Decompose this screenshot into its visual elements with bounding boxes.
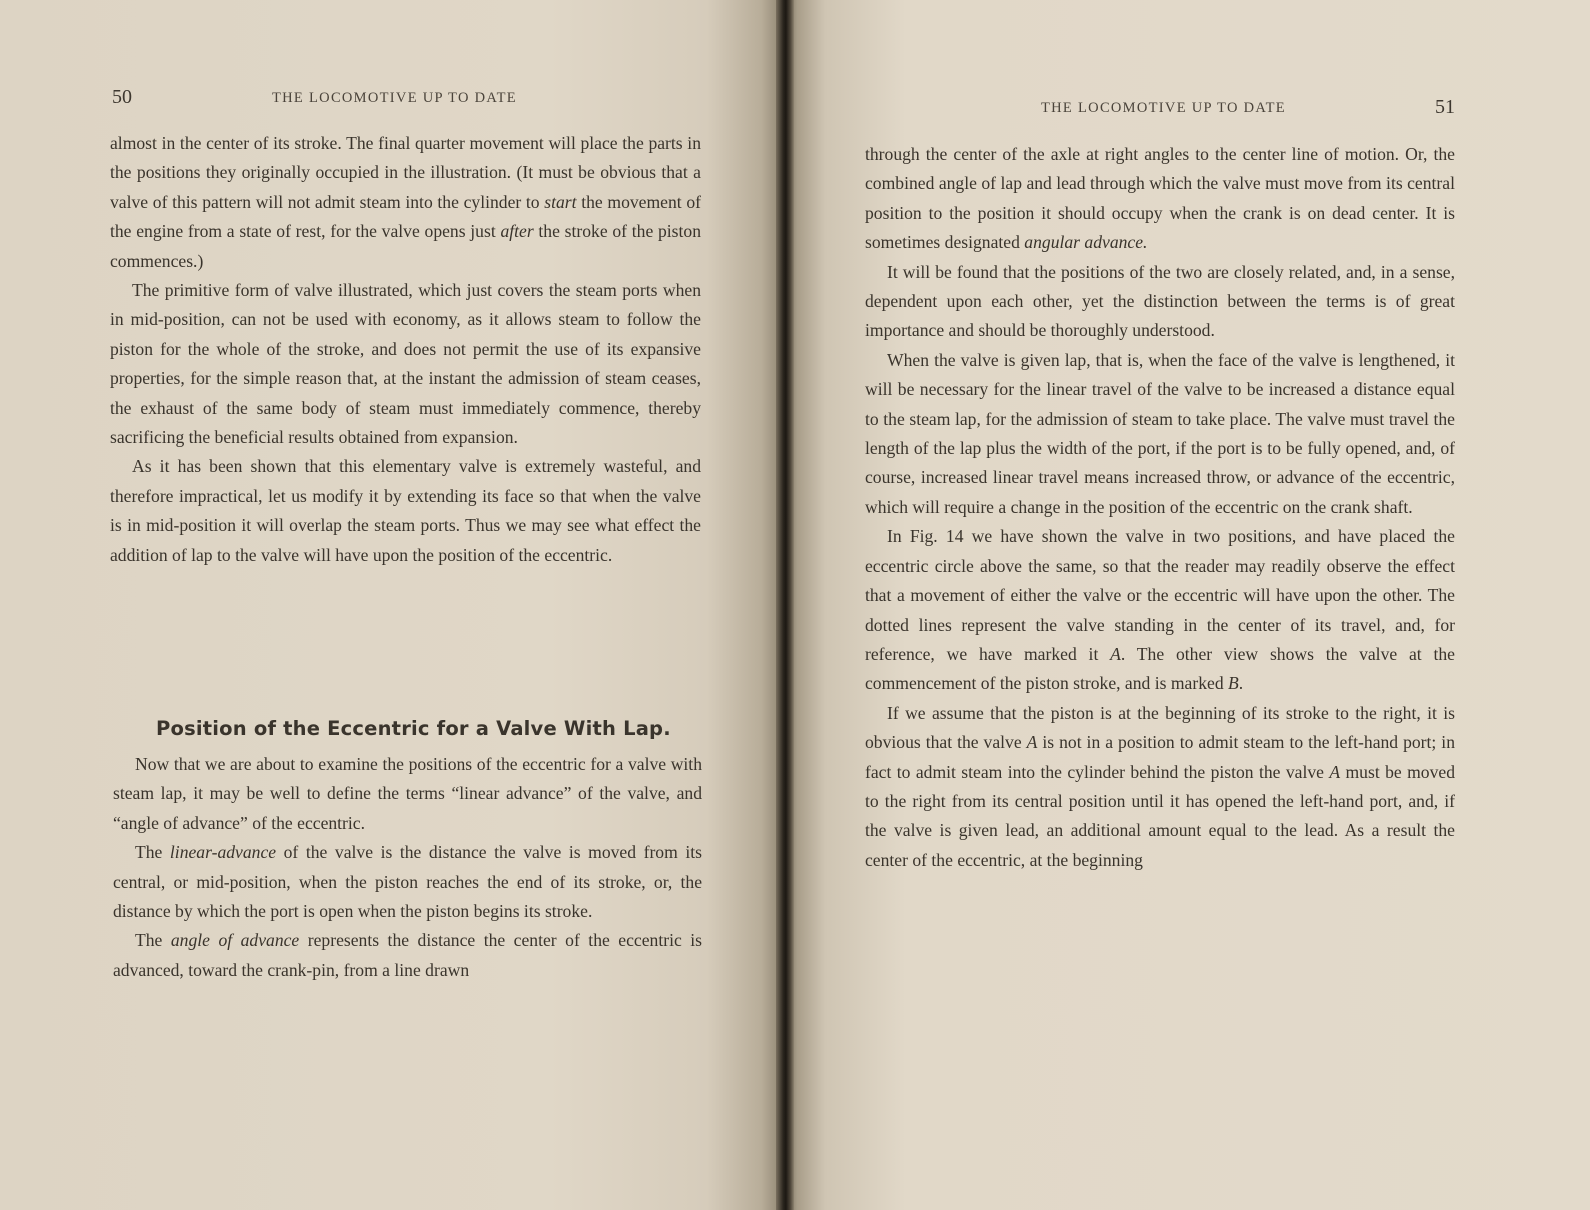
running-head: THE LOCOMOTIVE UP TO DATE	[272, 90, 517, 106]
page-number: 51	[1435, 96, 1455, 118]
left-body-bottom	[113, 750, 702, 985]
section-heading: Position of the Eccentric for a Valve With Lap.	[156, 717, 671, 740]
book-gutter	[776, 0, 794, 1210]
page-number: 50	[112, 86, 132, 108]
paragraph: As it has been shown that this elementary valve is extremely wasteful, and therefore impractical, let us modify it by extending its face so that when the valve is in mid-position it will overlap the steam ports. Thus we may see what effect the addition of lap to the valve will have upon the position of the eccentric.	[110, 456, 701, 565]
paragraph: In Fig. 14 we have shown the valve in two positions, and have placed the eccentric circle above the same, so that the reader may readily observe the effect that a movement of either the valve or the eccentric will have upon the other. The dotted lines represent the valve standing in the center of its travel, and, for reference, we have marked it A. The other view shows the valve at the commencement of the piston stroke, and is marked B.	[865, 526, 1455, 694]
paragraph: almost in the center of its stroke. The final quarter movement will place the parts in the positions they originally occupied in the illustration. (It must be obvious that a valve of this pattern will not admit steam into the cylinder to start the movement of the engine from a state of rest, for the valve opens just after the stroke of the piston commences.)	[110, 133, 701, 271]
paragraph: When the valve is given lap, that is, when the face of the valve is lengthened, it will be necessary for the linear travel of the valve to be increased a distance equal to the steam lap, for the admission of steam to take place. The valve must travel the length of the lap plus the width of the port, if the port is to be fully opened, and, of course, increased linear travel means increased throw, or advance of the eccentric, which will require a change in the position of the eccentric on the crank shaft.	[865, 349, 1455, 517]
paragraph: through the center of the axle at right angles to the center line of motion. Or, the combined angle of lap and lead through which the valve must move from its central position to the position it should occupy when the crank is on dead center. It is sometimes designated angular advance.	[865, 144, 1455, 253]
paragraph: The primitive form of valve illustrated, which just covers the steam ports when in mid-position, can not be used with economy, as it allows steam to follow the piston for the whole of the stroke, and does not permit the use of its expansive properties, for the simple reason that, at the instant the admission of steam ceases, the exhaust of the same body of steam must immediately commence, thereby sacrificing the beneficial results obtained from expansion.	[110, 280, 701, 448]
left-page	[0, 0, 785, 1210]
paragraph: Now that we are about to examine the positions of the eccentric for a valve with steam lap, it may be well to define the terms “linear advance” of the valve, and “angle of advance” of the eccentric.	[113, 754, 702, 833]
right-body	[865, 140, 1455, 875]
paragraph: The angle of advance represents the distance the center of the eccentric is advanced, toward the crank-pin, from a line drawn	[113, 930, 702, 980]
paragraph: It will be found that the positions of the two are closely related, and, in a sense, dependent upon each other, yet the distinction between the terms is of great importance and should be thoroughly understood.	[865, 261, 1455, 341]
left-body-top	[110, 129, 701, 570]
right-page	[785, 0, 1590, 1210]
running-head: THE LOCOMOTIVE UP TO DATE	[1041, 100, 1286, 116]
paragraph: If we assume that the piston is at the beginning of its stroke to the right, it is obvious that the valve A is not in a position to admit steam to the left-hand port; in fact to admit steam into the cylinder behind the piston the valve A must be moved to the right from its central position until it has opened the left-hand port, and, if the valve is given lead, an additional amount equal to the lead. As a result the center of the eccentric, at the beginning	[865, 702, 1455, 870]
paragraph: The linear-advance of the valve is the distance the valve is moved from its central, or mid-position, when the piston reaches the end of its stroke, or, the distance by which the port is open when the piston begins its stroke.	[113, 842, 702, 922]
